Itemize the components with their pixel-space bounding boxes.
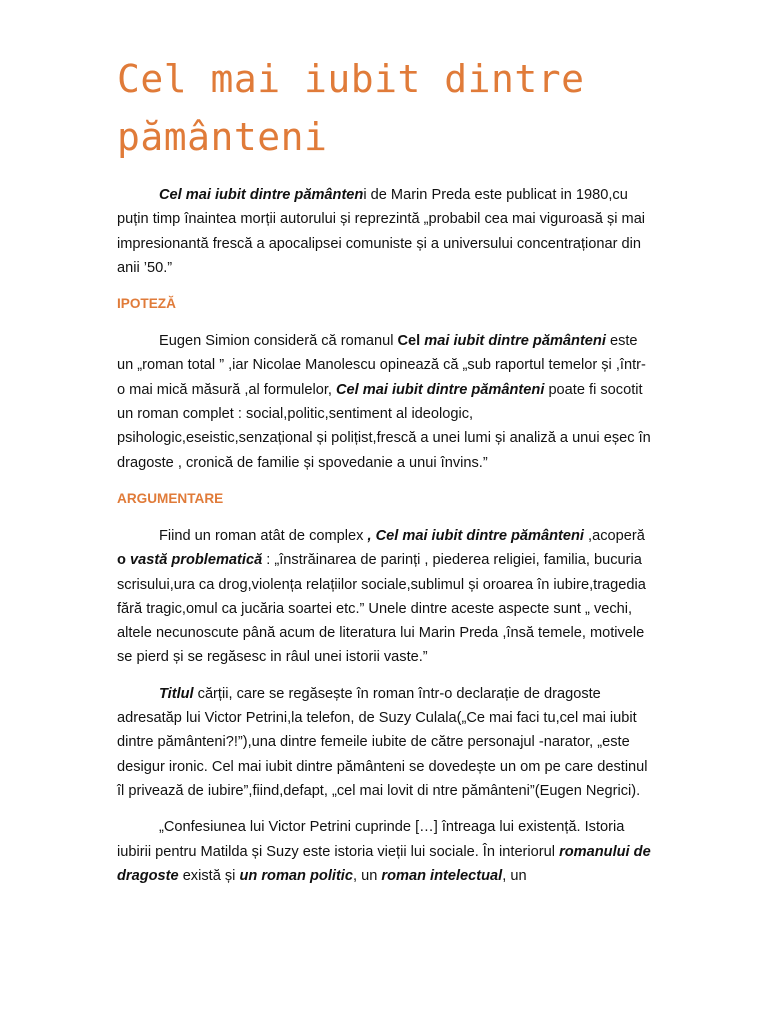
novel-title-emphasis: mai iubit dintre pământeni: [424, 333, 606, 350]
paragraph-intro: [117, 183, 652, 280]
emphasis-text: un roman politic: [239, 867, 353, 884]
paragraph-titlul: [117, 682, 652, 803]
emphasis-text: romanului de dragoste: [117, 843, 651, 884]
document-body: [117, 183, 652, 900]
paragraph-text: : „înstrăinarea de parinți , piederea religiei, familia, bucuria scrisului,ura ca drog,violența relațiilor sociale,sublimul și oroarea în iubire,tragedia fără tragic,omul ca jucăria soartei etc.” Unele dintre aceste aspecte sunt „ vechi, altele necunoscute până acum de literatura lui Marin Preda ,însă temele, motivele se pierd și se regăsesc in râul unei istorii vaste.”: [117, 552, 646, 666]
bold-text: Cel: [397, 333, 425, 350]
paragraph-text: Eugen Simion consideră că romanul: [159, 333, 398, 350]
paragraph-confesiunea: [117, 815, 652, 888]
paragraph-text: Fiind un roman atât de complex: [159, 527, 368, 544]
novel-title-emphasis: Cel mai iubit dintre pământen: [159, 187, 364, 203]
section-heading-ipoteza: IPOTEZĂ: [117, 296, 176, 312]
paragraph-text: poate fi socotit un roman complet : social,politic,sentiment al ideologic, psihologic,eseistic,senzațional și polițist,frescă a unei lumi și analiză a unui eșec în dragoste , cronică de familie și spovedanie a unui învins.”: [117, 381, 651, 471]
bold-text: o: [117, 552, 130, 569]
section-heading-argumentare: ARGUMENTARE: [117, 490, 224, 506]
novel-title-emphasis: Cel mai iubit dintre pământeni: [335, 381, 545, 398]
paragraph-text: este un „roman total ” ,iar Nicolae Manolescu opinează că „sub raportul temelor și ,într-o mai mică măsură ,al formulelor,: [117, 333, 646, 398]
paragraph-text: ,acoperă: [584, 527, 645, 544]
paragraph-text: cărții, care se regăsește în roman într-o declarație de dragoste adresatăp lui Victor Petrini,la telefon, de Suzy Culala(„Ce mai faci tu,cel mai iubit dintre pământeni?!”),una dintre femeile iubite de către personajul -narator, „este desigur ironic. Cel mai iubit dintre pământeni se dovedește un om pe care destinul îl privează de iubire”,fiind,defapt, „cel mai lovit di ntre pământeni”(Eugen Negrici).: [117, 685, 648, 799]
paragraph-text: i de Marin Preda este publicat in 1980,cu puțin timp înaintea morții autorului și reprezintă „probabil cea mai viguroasă și mai impresionantă frescă a apocalipsei comuniste și a universului concentraționar din anii ’50.”: [117, 187, 646, 276]
paragraph-ipoteza: [117, 329, 652, 475]
emphasis-text: vastă problematică: [129, 552, 263, 569]
paragraph-text: , un: [352, 867, 382, 884]
paragraph-argumentare: [117, 524, 652, 670]
paragraph-text: , un: [502, 867, 527, 884]
paragraph-text: „Confesiunea lui Victor Petrini cuprinde […] întreaga lui existență. Istoria iubirii pentru Matilda și Suzy este istoria vieții lui sociale. În interiorul: [117, 819, 625, 860]
document-title: Cel mai iubit dintre pământeni: [117, 57, 585, 159]
emphasis-text: roman intelectual: [381, 867, 503, 884]
emphasis-text: Titlul: [159, 685, 194, 702]
novel-title-emphasis: , Cel mai iubit dintre pământeni: [367, 527, 584, 544]
paragraph-text: există și: [178, 867, 240, 884]
